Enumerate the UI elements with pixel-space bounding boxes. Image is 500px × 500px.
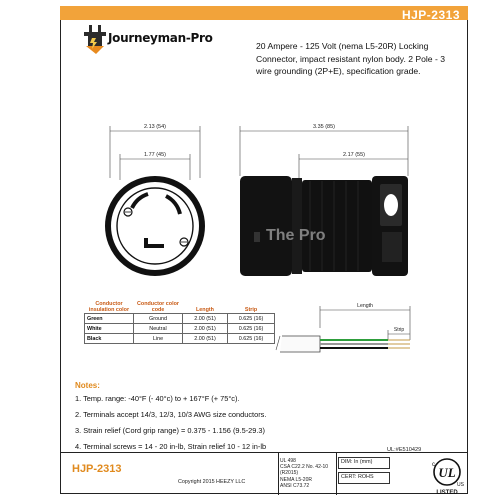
wire-table-header-row	[85, 299, 275, 314]
listed-label: LISTED	[436, 490, 458, 496]
header-strip: Strip	[244, 307, 258, 313]
wire-code-cell: Ground	[134, 314, 183, 324]
standard-item: CSA C22.2 No. 42-10	[280, 464, 329, 471]
wire-lead-diagram	[276, 306, 410, 352]
wire-color-cell: Black	[85, 334, 134, 344]
wire-length-cell: 2.00 (51)	[183, 334, 228, 344]
note-item: 1. Temp. range: -40°F (- 40°c) to + 167°F (+ 75°c).	[75, 394, 240, 403]
wire-strip-cell: 0.625 (16)	[228, 334, 275, 344]
wire-color-cell: White	[85, 324, 134, 334]
header-insulation-color: Conductor insulation color	[88, 301, 130, 313]
wire-code-cell: Neutral	[134, 324, 183, 334]
footer-divider	[336, 453, 337, 495]
strip-label: Strip	[393, 327, 405, 333]
dim-body-length: 3.35 (85)	[312, 124, 336, 130]
ul-file-number: UL:#E510429	[387, 447, 422, 453]
cert-box: CERT: ROHS	[338, 472, 390, 484]
wire-spec-table	[84, 299, 275, 344]
note-item: 4. Terminal screws = 14 - 20 in-lb, Strain relief 10 - 12 in-lb	[75, 442, 267, 451]
ul-us-mark: US	[457, 482, 464, 488]
header-color-code: Conductor color code	[137, 301, 179, 313]
product-description: 20 Ampere - 125 Volt (nema L5-20R) Locking Connector, impact resistant nylon body. 2 Pole - 3 wire grounding (2P+E), specification grade.	[256, 41, 446, 76]
plug-logo-icon	[84, 25, 106, 54]
table-row	[85, 334, 275, 344]
table-row	[85, 324, 275, 334]
wire-strip-cell: 0.625 (16)	[228, 324, 275, 334]
standard-item: (R2015)	[280, 470, 299, 477]
standard-item: ANSI C73.72	[280, 482, 310, 489]
wire-code-cell: Line	[134, 334, 183, 344]
brand-name: Journeyman-Pro	[108, 31, 213, 45]
connector-face-view	[108, 179, 202, 273]
dim-unit-box: DIM: In (mm)	[338, 457, 390, 469]
notes-title: Notes:	[75, 381, 100, 390]
header-length: Length	[196, 307, 214, 313]
dim-body-grip: 2.17 (55)	[342, 152, 366, 158]
note-item: 3. Strain relief (Cord grip range) = 0.375 - 1.156 (9.5-29.3)	[75, 426, 265, 435]
watermark-text: The Pro	[266, 227, 326, 244]
ul-c-mark: c	[432, 462, 435, 468]
part-number-header: HJP-2313	[401, 8, 460, 22]
note-item: 2. Terminals accept 14/3, 12/3, 10/3 AWG size conductors.	[75, 410, 267, 419]
wire-color-cell: Green	[85, 314, 134, 324]
footer-part-number: HJP-2313	[72, 463, 122, 475]
standards-list	[280, 458, 328, 489]
connector-side-view	[240, 176, 408, 276]
dim-face-width: 2.13 (54)	[143, 124, 167, 130]
footer-divider	[278, 453, 279, 495]
title-block	[60, 452, 468, 494]
wire-strip-cell: 0.625 (16)	[228, 314, 275, 324]
standard-item: UL 498	[280, 458, 296, 464]
length-label: Length	[357, 303, 373, 309]
table-row	[85, 314, 275, 324]
dim-face-inner: 1.77 (45)	[143, 152, 167, 158]
ul-logo-text: UL	[438, 465, 456, 480]
wire-length-cell: 2.00 (51)	[183, 324, 228, 334]
ul-listed-icon	[429, 456, 465, 496]
wire-length-cell: 2.00 (51)	[183, 314, 228, 324]
copyright: Copyright 2015 HEEZY LLC	[178, 479, 246, 485]
standard-item: NEMA L5-20R	[280, 476, 312, 483]
